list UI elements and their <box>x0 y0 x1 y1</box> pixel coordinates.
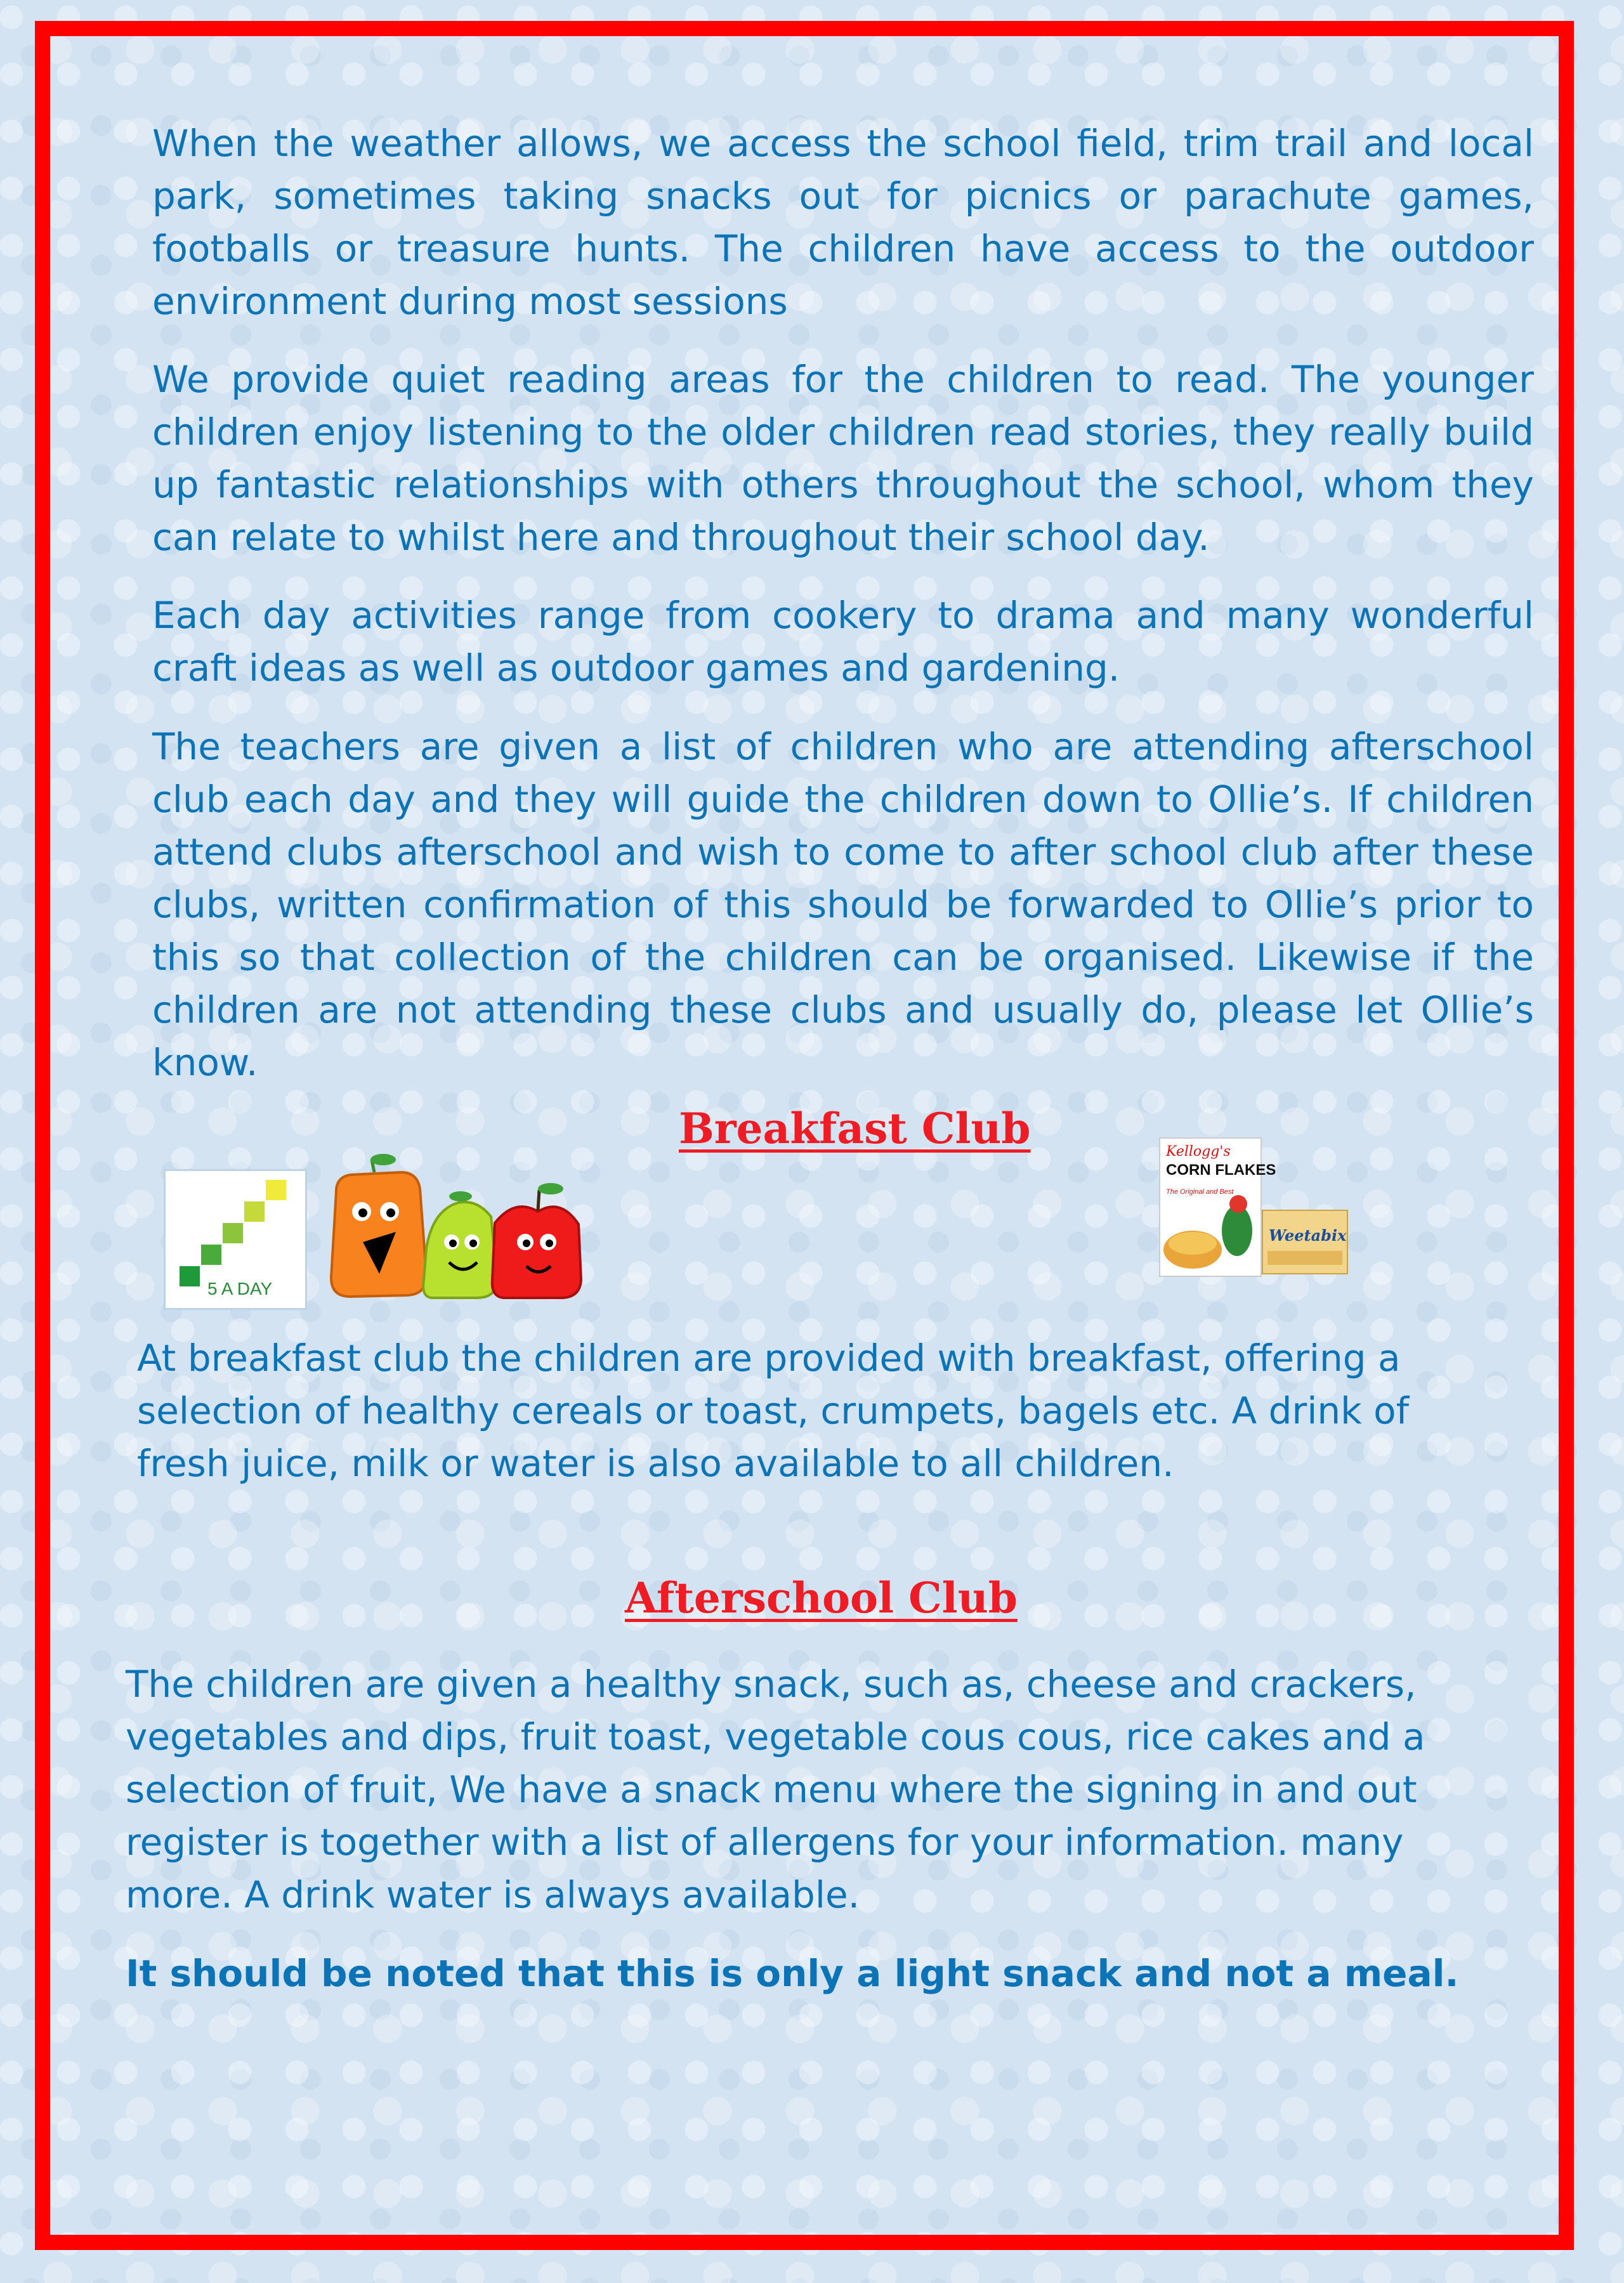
cereal-brand-text: Kellogg's <box>1166 1144 1231 1160</box>
weetabix-name-text: Weetabix <box>1269 1226 1347 1245</box>
light-snack-note: It should be noted that this is only a light snack and not a meal. <box>126 1952 1459 1995</box>
breakfast-description: At breakfast club the children are provided with breakfast, offering a selection of healthy cereals or toast, crumpets, bagels etc. A drink of fresh juice, milk or water is also available to all children. <box>137 1337 1410 1485</box>
apple-character-icon <box>492 1183 581 1298</box>
cereal-tagline-text: The Original and Best <box>1166 1188 1234 1196</box>
five-a-day-logo <box>164 1169 307 1310</box>
cereal-name-text: CORN FLAKES <box>1166 1161 1276 1179</box>
cereal-boxes-illustration <box>1155 1135 1351 1281</box>
five-a-day-label: 5 A DAY <box>207 1279 273 1298</box>
breakfast-club-heading: Breakfast Club <box>679 1104 1031 1153</box>
orange-character-icon <box>331 1154 426 1297</box>
paragraph-teachers: The teachers are given a list of children who are attending afterschool club each day and they will guide the children down to Ollie’s. If children attend clubs afterschool and wish to come to after school club after these clubs, written confirmation of this should be forwarded to Ollie’s prior to this so that collection of the children can be organised. Likewise if the children are not attending these clubs and usually do, please let Ollie’s know. <box>152 725 1534 1084</box>
afterschool-club-heading: Afterschool Club <box>625 1573 1018 1623</box>
corn-flakes-box-icon <box>1160 1138 1276 1276</box>
paragraph-outdoor: When the weather allows, we access the school field, trim trail and local park, sometimes taking snacks out for picnics or parachute games, footballs or treasure hunts. The children have access to the outdoor environment during most sessions <box>152 122 1534 323</box>
paragraph-reading: We provide quiet reading areas for the children to read. The younger children enjoy listening to the older children read stories, they really build up fantastic relationships with others throughout the school, whom they can relate to whilst here and throughout their school day. <box>152 358 1534 559</box>
paragraph-activities: Each day activities range from cookery to drama and many wonderful craft ideas as well as outdoor games and gardening. <box>152 594 1534 690</box>
weetabix-box-icon <box>1262 1210 1347 1274</box>
afterschool-description: The children are given a healthy snack, such as, cheese and crackers, vegetables and dips, fruit toast, vegetable cous cous, rice cakes and a selection of fruit, We have a snack menu where the signing in and out register is together with a list of allergens for your information. many more. A drink water is always available. <box>126 1663 1425 1916</box>
lime-character-icon <box>423 1191 497 1298</box>
fruit-characters-illustration <box>325 1153 591 1305</box>
